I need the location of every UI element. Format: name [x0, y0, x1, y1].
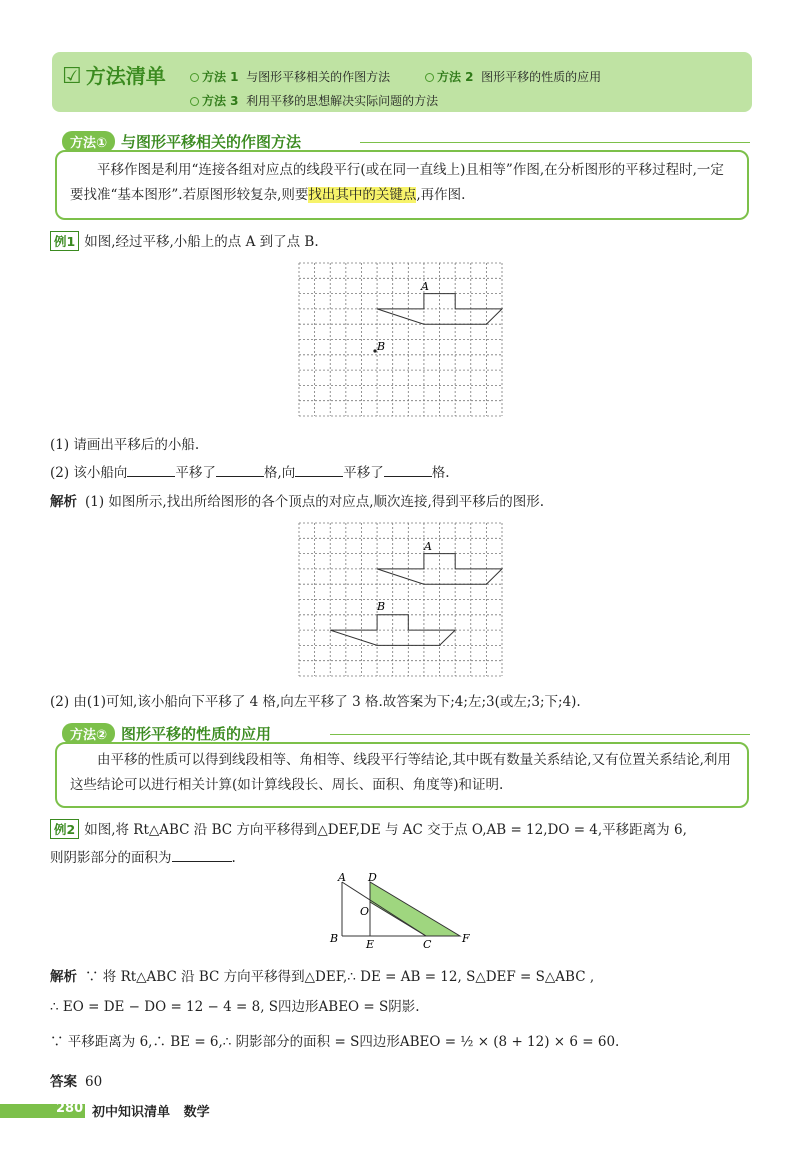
method-list-item-1: 方法 1 与图形平移相关的作图方法 — [190, 68, 390, 85]
label-O: O — [360, 905, 370, 918]
checkbox-icon: ☑ — [62, 64, 82, 89]
example1-statement: 例1 如图,经过平移,小船上的点 A 到了点 B. — [50, 230, 319, 251]
example2-analysis-line2: ∴ EO = DE − DO = 12 − 4 = 8, S四边形ABEO = S阴影. — [50, 999, 420, 1015]
example2-analysis-line1: 解析 ∵ 将 Rt△ABC 沿 BC 方向平移得到△DEF,∴ DE = AB = 12, S△DEF = S△ABC , — [50, 969, 595, 985]
grid-figure-2 — [298, 522, 503, 677]
method2-heading: 方法② 图形平移的性质的应用 — [62, 723, 271, 744]
bullet-icon — [190, 73, 199, 82]
grid-figure-1 — [298, 262, 503, 417]
label-B: B — [330, 932, 339, 945]
method2-text: 由平移的性质可以得到线段相等、角相等、线段平行等结论,其中既有数量关系结论,又有位置关系结论,利用这些结论可以进行相关计算(如计算线段长、周长、面积、角度等)和证明. — [70, 752, 731, 793]
label-b-2: B — [377, 600, 386, 613]
label-E: E — [366, 938, 375, 950]
example2-statement: 例2 如图,将 Rt△ABC 沿 BC 方向平移得到△DEF,DE 与 AC 交于点 O,AB = 12,DO = 4,平移距离为 6, — [50, 818, 750, 839]
example2-question: 则阴影部分的面积为 . — [50, 850, 236, 866]
example2-analysis-line3: ∵ 平移距离为 6,∴ BE = 6,∴ 阴影部分的面积 = S四边形ABEO = ½ × (8 + 12) × 6 = 60. — [50, 1034, 620, 1050]
label-C: C — [423, 938, 432, 950]
method1-heading: 方法① 与图形平移相关的作图方法 — [62, 131, 301, 152]
method-list-item-3: 方法 3 利用平移的思想解决实际问题的方法 — [190, 92, 438, 109]
triangle-figure — [326, 872, 476, 950]
bullet-icon — [425, 73, 434, 82]
bullet-icon — [190, 97, 199, 106]
divider — [360, 142, 750, 143]
example2-answer: 答案 60 — [50, 1074, 103, 1090]
label-b: B — [377, 340, 386, 353]
label-F: F — [462, 932, 470, 945]
label-a: A — [421, 280, 429, 293]
example1-q2: (2) 该小船向 平移了 格,向 平移了 格. — [50, 465, 450, 481]
label-a-2: A — [424, 540, 432, 553]
page-number: 280 — [56, 1101, 84, 1116]
method-list-item-2: 方法 2 图形平移的性质的应用 — [425, 68, 601, 85]
method1-text: 平移作图是利用“连接各组对应点的线段平行(或在同一直线上)且相等”作图,在分析图形的平移过程时,一定要找准“基本图形”.若原图形较复杂,则要找出其中的关键点,再作图. — [70, 162, 724, 203]
divider — [330, 734, 750, 735]
example1-q1: (1) 请画出平移后的小船. — [50, 437, 200, 453]
method-list-title: ☑ 方法清单 — [62, 64, 166, 89]
example1-analysis: 解析 (1) 如图所示,找出所给图形的各个顶点的对应点,顺次连接,得到平移后的图形. — [50, 494, 545, 510]
book-title: 初中知识清单 数学 — [92, 1105, 210, 1120]
label-A: A — [338, 872, 346, 884]
label-D: D — [368, 872, 377, 884]
example1-answer: (2) 由(1)可知,该小船向下平移了 4 格,向左平移了 3 格.故答案为下;4;左;3(或左;3;下;4). — [50, 694, 581, 710]
